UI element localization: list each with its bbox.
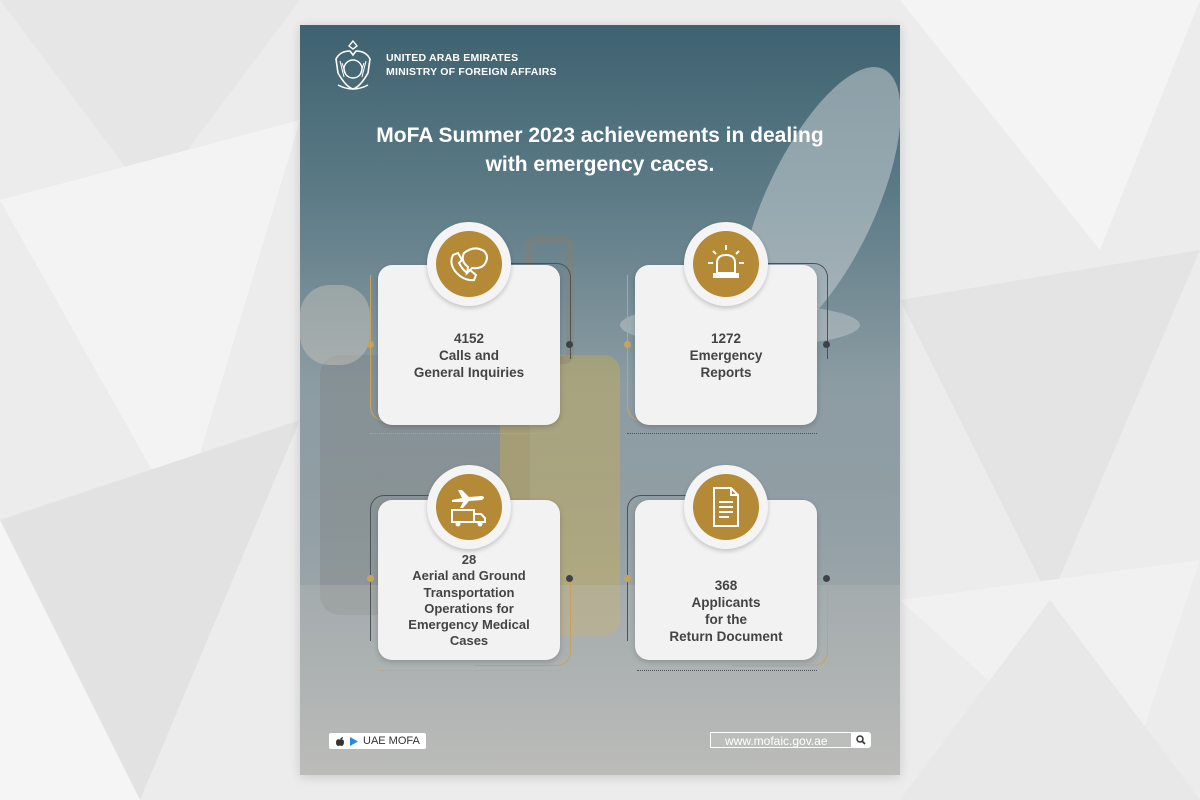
stat-label-line: Operations for bbox=[424, 600, 514, 616]
stat-label-line: Transportation bbox=[423, 584, 515, 600]
card-4-dotted-line bbox=[637, 670, 817, 671]
card-1-dotted-line bbox=[370, 433, 560, 434]
stat-value: 28 bbox=[461, 552, 477, 567]
stat-label-line: for the bbox=[705, 612, 747, 627]
phone-chat-icon bbox=[436, 231, 502, 297]
card-4-right-dot bbox=[823, 575, 830, 582]
uae-emblem-icon bbox=[330, 37, 376, 93]
card-1-right-dot bbox=[566, 341, 573, 348]
card-2-dotted-line bbox=[627, 433, 817, 434]
badge-return-document bbox=[684, 465, 768, 549]
card-2-right-dot bbox=[823, 341, 830, 348]
title-line-1: MoFA Summer 2023 achievements in dealing bbox=[376, 124, 824, 147]
document-icon bbox=[693, 474, 759, 540]
badge-transport bbox=[427, 465, 511, 549]
card-4-left-dot bbox=[624, 575, 631, 582]
stat-label-line: Emergency Medical bbox=[408, 617, 530, 633]
plane-truck-icon bbox=[436, 474, 502, 540]
apple-icon bbox=[335, 736, 345, 747]
ministry-header bbox=[330, 37, 557, 93]
card-3-right-dot bbox=[566, 575, 573, 582]
siren-icon bbox=[693, 231, 759, 297]
stat-label-line: Applicants bbox=[691, 595, 761, 610]
stat-value: 368 bbox=[714, 578, 738, 593]
stat-value: 1272 bbox=[710, 331, 742, 346]
country-name: UNITED ARAB EMIRATES bbox=[386, 52, 519, 64]
page-title bbox=[340, 121, 860, 179]
card-1-left-dot bbox=[367, 341, 374, 348]
google-play-icon bbox=[349, 736, 359, 747]
stat-value: 4152 bbox=[453, 331, 485, 346]
stat-label-line: Cases bbox=[449, 633, 489, 649]
website-url: www.mofaic.gov.ae bbox=[710, 732, 868, 748]
stat-label-line: Calls and bbox=[438, 348, 500, 363]
search-icon bbox=[851, 732, 871, 748]
card-3-left-dot bbox=[367, 575, 374, 582]
infographic-poster bbox=[300, 25, 900, 775]
card-3-dotted-line bbox=[380, 670, 560, 671]
card-2-left-dot bbox=[624, 341, 631, 348]
app-name: UAE MOFA bbox=[363, 735, 420, 747]
stat-label-line: Aerial and Ground bbox=[412, 568, 526, 584]
ministry-name: MINISTRY OF FOREIGN AFFAIRS bbox=[386, 66, 557, 78]
badge-calls bbox=[427, 222, 511, 306]
stat-label-line: Reports bbox=[700, 365, 752, 380]
badge-emergency-reports bbox=[684, 222, 768, 306]
stat-label-line: General Inquiries bbox=[413, 365, 525, 380]
title-line-2: with emergency caces. bbox=[485, 153, 715, 176]
search-button bbox=[851, 732, 871, 748]
stat-label-line: Return Document bbox=[669, 629, 783, 644]
app-store-badge bbox=[329, 733, 426, 749]
stat-label-line: Emergency bbox=[689, 348, 763, 363]
